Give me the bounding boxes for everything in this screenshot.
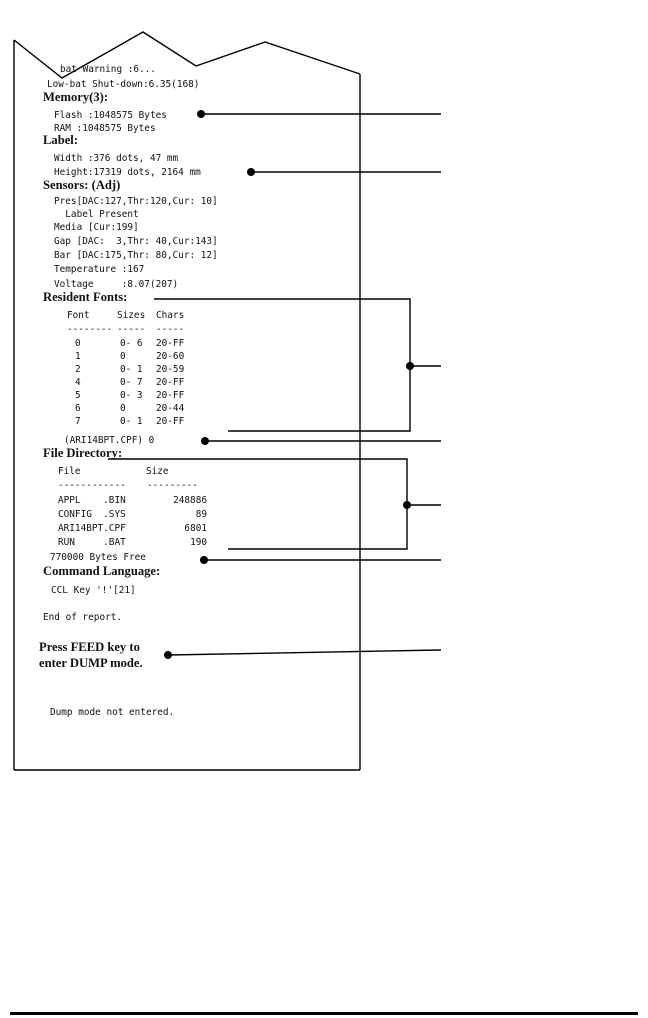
page-bottom-rule (10, 1012, 638, 1015)
memory-flash-line: Flash :1048575 Bytes (54, 110, 167, 121)
files-col-size: Size (146, 466, 169, 477)
file-row-name: APPL .BIN (58, 495, 126, 506)
font-row-chars: 20-44 (156, 403, 185, 414)
fonts-dash: -------- (67, 324, 113, 335)
fonts-col-font: Font (67, 310, 90, 321)
font-row-id: 2 (75, 364, 81, 375)
font-row-sizes: 0 (120, 351, 126, 362)
font-row-id: 0 (75, 338, 81, 349)
font-row-sizes: 0- 1 (120, 416, 143, 427)
font-row-id: 1 (75, 351, 81, 362)
font-row-sizes: 0- 3 (120, 390, 143, 401)
font-row-sizes: 0 (120, 403, 126, 414)
sensor-line: Bar [DAC:175,Thr: 80,Cur: 12] (54, 250, 218, 261)
file-row-size: 248886 (173, 495, 207, 506)
sensor-line: Gap [DAC: 3,Thr: 40,Cur:143] (54, 236, 218, 247)
ccl-key-line: CCL Key '!'[21] (51, 585, 136, 596)
fonts-table (67, 310, 185, 427)
fonts-col-chars: Chars (156, 310, 185, 321)
fonts-dash: ----- (156, 324, 185, 335)
sensor-line: Label Present (54, 209, 139, 220)
font-row-chars: 20-FF (156, 377, 185, 388)
font-row-chars: 20-59 (156, 364, 185, 375)
fonts-col-sizes: Sizes (117, 310, 146, 321)
label-heading: Label: (43, 133, 78, 147)
ccl-heading: Command Language: (43, 564, 161, 578)
font-row-id: 5 (75, 390, 81, 401)
font-row-chars: 20-FF (156, 338, 185, 349)
font-row-chars: 20-60 (156, 351, 185, 362)
file-row-size: 190 (190, 537, 207, 548)
file-row-name: ARI14BPT.CPF (58, 523, 126, 534)
font-row-id: 4 (75, 377, 81, 388)
font-row-chars: 20-FF (156, 390, 185, 401)
font-row-sizes: 0- 7 (120, 377, 143, 388)
sensors-heading: Sensors: (Adj) (43, 178, 121, 192)
fonts-dash: ----- (117, 324, 146, 335)
sensor-line: Media [Cur:199] (54, 222, 139, 233)
font-row-sizes: 0- 6 (120, 338, 143, 349)
memory-ram-line: RAM :1048575 Bytes (54, 123, 156, 134)
sensor-line: Voltage :8.07(207) (54, 279, 179, 290)
files-dash: ------------ (58, 480, 126, 491)
file-row-size: 6801 (184, 523, 207, 534)
dump-status-line: Dump mode not entered. (50, 707, 175, 718)
callout-feed (168, 650, 441, 655)
files-table (58, 466, 207, 548)
sensor-line: Pres[DAC:127,Thr:120,Cur: 10] (54, 196, 218, 207)
file-row-name: RUN .BAT (58, 537, 126, 548)
files-dash: --------- (147, 480, 198, 491)
sensor-line: Temperature :167 (54, 264, 145, 275)
font-row-id: 7 (75, 416, 81, 427)
file-row-name: CONFIG .SYS (58, 509, 126, 520)
files-heading: File Directory: (43, 446, 123, 460)
fonts-heading: Resident Fonts: (43, 290, 128, 304)
files-col-file: File (58, 466, 81, 477)
bytes-free-line: 770000 Bytes Free (50, 552, 146, 563)
font-row-chars: 20-FF (156, 416, 185, 427)
label-width-line: Width :376 dots, 47 mm (54, 153, 179, 164)
end-of-report-line: End of report. (43, 612, 123, 623)
font-row-sizes: 0- 1 (120, 364, 143, 375)
font-file-line: (ARI14BPT.CPF) 0 (64, 435, 155, 446)
feed-prompt-line: Press FEED key to (39, 640, 140, 654)
battery-warning-line: bat Warning :6... (60, 64, 156, 75)
low-battery-line: Low-bat Shut-down:6.35(168) (47, 79, 200, 90)
label-height-line: Height:17319 dots, 2164 mm (54, 167, 201, 178)
memory-heading: Memory(3): (43, 90, 109, 104)
file-row-size: 89 (195, 509, 207, 520)
font-row-id: 6 (75, 403, 81, 414)
feed-prompt-line: enter DUMP mode. (39, 656, 143, 670)
callout-fonts-bracket (154, 299, 410, 431)
